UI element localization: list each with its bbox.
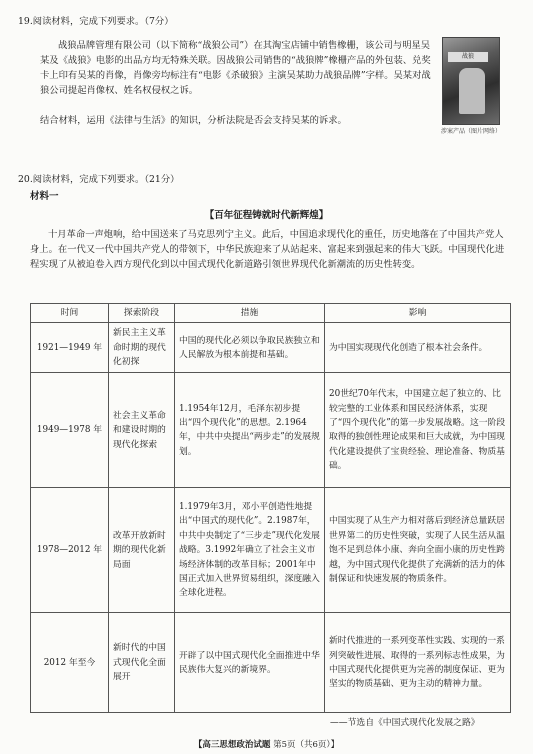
cell-stage: 新民主主义革命时期的现代化初探 <box>109 323 175 373</box>
question-20-heading: 20.阅读材料，完成下列要求。（21分） <box>18 174 180 185</box>
footer-subject: 【高三思想政治试题 <box>193 740 271 750</box>
material-title: 【百年征程铸就时代新辉煌】 <box>204 210 329 221</box>
header-stage: 探索阶段 <box>109 304 175 323</box>
cell-time: 1949—1978 年 <box>31 373 109 488</box>
cell-measures: 1.1979年3月，邓小平创造性地提出“中国式的现代化”。2.1987年，中共中央制定了“三步走”现代化发展战略。3.1992年确立了社会主义市场经济体制的改革目标；2001年中国正式加入世界贸易组织，深度融入全球化进程。 <box>175 488 325 613</box>
intro-paragraph: 十月革命一声炮响，给中国送来了马克思列宁主义。此后，中国追求现代化的重任，历史地落在了中国共产党人身上。在一代又一代中国共产党人的带领下，中华民族迎来了从站起来、富起来到强起来的伟大飞跃。中国现代化进程实现了从被迫卷入西方现代化到以中国式现代化新道路引领世界现代化新潮流的历史性转变。 <box>30 229 505 270</box>
question-19-task: 结合材料，运用《法律与生活》的知识，分析法院是否会支持吴某的诉求。 <box>40 115 347 126</box>
cell-impact: 为中国实现现代化创造了根本社会条件。 <box>325 323 511 373</box>
product-figure <box>459 68 485 114</box>
cell-stage: 社会主义革命和建设时期的现代化探索 <box>109 373 175 488</box>
cell-stage: 改革开放新时期的现代化新局面 <box>109 488 175 613</box>
product-image <box>442 37 500 125</box>
footer-page: 第5页（共6页）】 <box>273 740 340 750</box>
cell-stage: 新时代的中国式现代化全面展开 <box>109 613 175 713</box>
header-impact: 影响 <box>325 304 511 323</box>
cell-impact: 20世纪70年代末，中国建立起了独立的、比较完整的工业体系和国民经济体系，实现了“四个现代化”的第一步发展战略。这一阶段取得的独创性理论成果和巨大成就，为中国现代化建设提供了宝贵经验、理论准备、物质基础。 <box>325 373 511 488</box>
header-measures: 措施 <box>175 304 325 323</box>
cell-impact: 新时代推进的一系列变革性实践、实现的一系列突破性进展、取得的一系列标志性成果，为中国式现代化提供更为完善的制度保证、更为坚实的物质基础、更为主动的精神力量。 <box>325 613 511 713</box>
cell-measures: 开辟了以中国式现代化全面推进中华民族伟大复兴的新境界。 <box>175 613 325 713</box>
cell-measures: 中国的现代化必须以争取民族独立和人民解放为根本前提和基础。 <box>175 323 325 373</box>
question-19-material <box>40 38 432 98</box>
table-row <box>31 373 511 488</box>
table-row <box>31 488 511 613</box>
table-row <box>31 323 511 373</box>
cell-time: 1921—1949 年 <box>31 323 109 373</box>
history-table <box>30 303 511 713</box>
header-time: 时间 <box>31 304 109 323</box>
source-note: ——节选自《中国式现代化发展之路》 <box>330 718 480 728</box>
material-label: 材料一 <box>30 191 59 202</box>
material-intro <box>30 227 508 272</box>
question-19-paragraph: 战狼品牌管理有限公司（以下简称“战狼公司”）在其淘宝店铺中销售橡栅，该公司与明星吴某及《战狼》电影的出品方均无特殊关联。因战狼公司销售的“战狼牌”橡栅产品的外包装、兑奖卡上印有吴某的肖像，肖像旁均标注有“电影《杀破狼》主演吴某助力战狼品牌”字样。吴某对战狼公司提起肖像权、姓名权侵权之诉。 <box>40 40 431 96</box>
page-footer <box>0 738 533 753</box>
cell-impact: 中国实现了从生产力相对落后到经济总量跃居世界第二的历史性突破，实现了人民生活从温饱不足到总体小康、奔向全面小康的历史性跨越，为中国式现代化提供了充满新的活力的体制保证和快速发展的物质条件。 <box>325 488 511 613</box>
product-label: 战狼 <box>448 52 488 62</box>
table-row <box>31 613 511 713</box>
cell-time: 1978—2012 年 <box>31 488 109 613</box>
question-19-heading: 19.阅读材料，完成下列要求。（7分） <box>18 16 174 27</box>
cell-measures: 1.1954年12月，毛泽东初步提出“四个现代化”的思想。2.1964年，中共中央提出“两步走”的发展规划。 <box>175 373 325 488</box>
product-caption: 涉案产品（图片网络） <box>440 128 501 135</box>
cell-time: 2012 年至今 <box>31 613 109 713</box>
table-header-row <box>31 304 511 323</box>
